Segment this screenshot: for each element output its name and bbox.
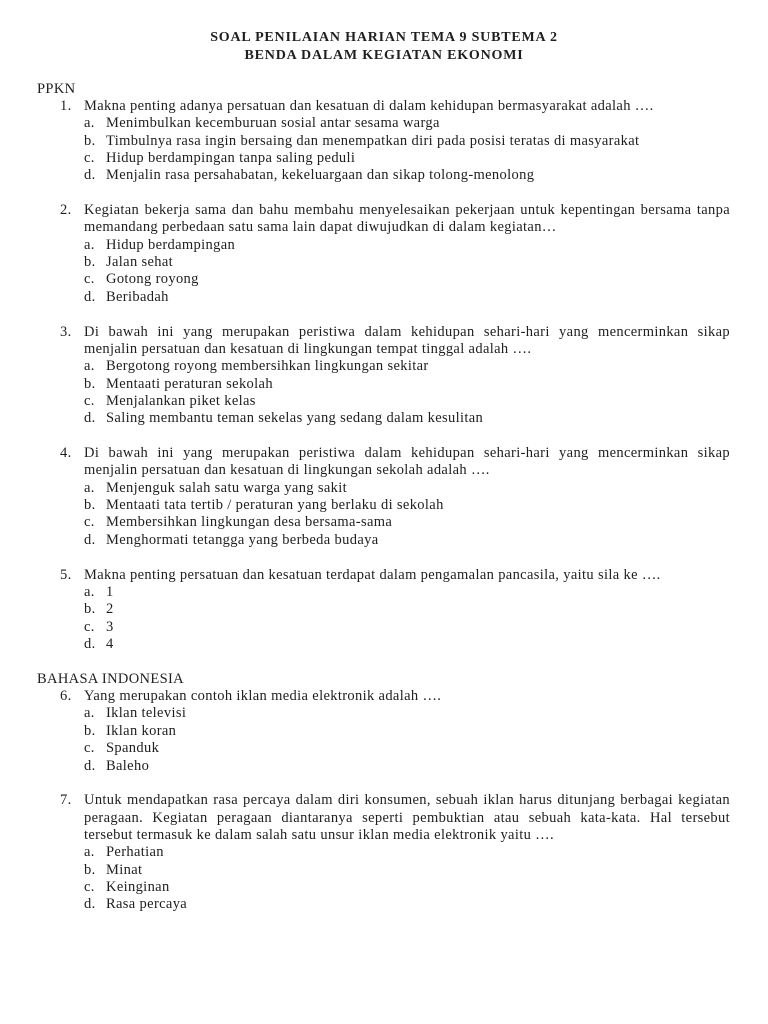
question-text-line: Yang merupakan contoh iklan media elektronik adalah …. — [84, 688, 442, 705]
option-letter: b. — [84, 497, 96, 514]
option-letter: b. — [84, 375, 96, 392]
option-letter: b. — [84, 861, 96, 878]
option-letter: c. — [84, 514, 95, 531]
option-text: Membersihkan lingkungan desa bersama-sama — [106, 514, 393, 531]
option-text: Beribadah — [106, 288, 169, 305]
option-letter: a. — [84, 583, 95, 600]
option-letter: a. — [84, 236, 95, 253]
question-text-line: Makna penting adanya persatuan dan kesatuan di dalam kehidupan bermasyarakat adalah …. — [84, 97, 654, 114]
option-text: Menjalankan piket kelas — [106, 392, 256, 409]
option-a — [0, 115, 768, 132]
question-text-line: Makna penting persatuan dan kesatuan terdapat dalam pengamalan pancasila, yaitu sila ke …. — [84, 566, 661, 583]
question-text-line: memandang perbedaan satu sama lain dapat diwujudkan di dalam kegiatan… — [84, 219, 557, 236]
option-text: Bergotong royong membersihkan lingkungan sekitar — [106, 358, 429, 375]
option-a — [0, 844, 768, 861]
question-1 — [0, 98, 768, 185]
option-letter: c. — [84, 740, 95, 757]
option-text: Keinginan — [106, 879, 170, 896]
option-letter: d. — [84, 757, 96, 774]
option-c — [0, 393, 768, 410]
option-text: Menimbulkan kecemburuan sosial antar sesama warga — [106, 115, 440, 132]
option-d — [0, 758, 768, 775]
option-text: Hidup berdampingan tanpa saling peduli — [106, 149, 356, 166]
option-text: Timbulnya rasa ingin bersaing dan menempatkan diri pada posisi teratas di masyarakat — [106, 132, 640, 149]
option-c — [0, 740, 768, 757]
option-c — [0, 619, 768, 636]
question-number: 2. — [60, 202, 72, 219]
question-6 — [0, 688, 768, 775]
document-title — [0, 29, 768, 65]
option-text: Menghormati tetangga yang berbeda budaya — [106, 531, 379, 548]
question-text-line: Kegiatan bekerja sama dan bahu membahu menyelesaikan pekerjaan untuk kepentingan bersama tanpa — [84, 202, 730, 219]
option-text: Mentaati tata tertib / peraturan yang berlaku di sekolah — [106, 497, 444, 514]
option-c — [0, 514, 768, 531]
option-d — [0, 896, 768, 913]
option-c — [0, 271, 768, 288]
option-text: Saling membantu teman sekelas yang sedang dalam kesulitan — [106, 410, 484, 427]
question-text-line: peragaan. Kegiatan peragaan diantaranya seperti pembuktian atau sebuah kata-kata. Hal tersebut — [84, 809, 730, 826]
question-3 — [0, 324, 768, 428]
option-text: 4 — [106, 636, 114, 652]
option-text: 2 — [106, 601, 114, 618]
option-b — [0, 254, 768, 271]
option-b — [0, 497, 768, 514]
option-c — [0, 879, 768, 896]
option-text: Mentaati peraturan sekolah — [106, 375, 273, 392]
option-letter: a. — [84, 705, 95, 722]
option-letter: b. — [84, 254, 96, 271]
option-b — [0, 376, 768, 393]
section-heading-bahasa-indonesia: BAHASA INDONESIA — [37, 670, 184, 687]
question-number: 3. — [60, 323, 72, 340]
option-letter: b. — [84, 132, 96, 149]
option-a — [0, 480, 768, 497]
question-text-line: menjalin persatuan dan kesatuan di lingkungan tempat tinggal adalah …. — [84, 340, 532, 357]
option-letter: a. — [84, 358, 95, 375]
question-text-line: tersebut termasuk ke dalam salah satu unsur iklan media elektronik yaitu …. — [84, 826, 554, 843]
option-letter: d. — [84, 636, 96, 652]
question-4 — [0, 445, 768, 549]
option-a — [0, 237, 768, 254]
option-text: Menjalin rasa persahabatan, kekeluargaan dan sikap tolong-menolong — [106, 167, 535, 184]
question-number: 7. — [60, 792, 72, 809]
question-text-line: Di bawah ini yang merupakan peristiwa dalam kehidupan sehari-hari yang mencerminkan sikap — [84, 445, 730, 462]
question-list — [0, 81, 768, 914]
option-letter: c. — [84, 618, 95, 635]
option-text: Jalan sehat — [106, 254, 174, 271]
option-b — [0, 133, 768, 150]
option-text: Iklan televisi — [106, 705, 187, 722]
option-letter: a. — [84, 479, 95, 496]
option-letter: d. — [84, 896, 96, 913]
option-letter: d. — [84, 167, 96, 184]
option-letter: c. — [84, 392, 95, 409]
option-d — [0, 532, 768, 549]
question-number: 6. — [60, 688, 72, 705]
title-line-2: BENDA DALAM KEGIATAN EKONOMI — [244, 48, 524, 63]
option-d — [0, 167, 768, 184]
section-heading-ppkn: PPKN — [37, 80, 76, 97]
option-letter: c. — [84, 879, 95, 896]
option-b — [0, 723, 768, 740]
option-b — [0, 862, 768, 879]
question-number: 1. — [60, 97, 72, 114]
option-text: Baleho — [106, 757, 150, 774]
option-letter: b. — [84, 601, 96, 618]
option-text: Rasa percaya — [106, 896, 188, 913]
option-a — [0, 358, 768, 375]
question-2 — [0, 202, 768, 306]
option-c — [0, 150, 768, 167]
option-text: 1 — [106, 583, 114, 600]
question-text-line: Di bawah ini yang merupakan peristiwa dalam kehidupan sehari-hari yang mencerminkan sikap — [84, 323, 730, 340]
option-a — [0, 705, 768, 722]
question-number: 4. — [60, 445, 72, 462]
option-text: Hidup berdampingan — [106, 236, 236, 253]
option-text: 3 — [106, 618, 114, 635]
option-a — [0, 584, 768, 601]
option-d — [0, 289, 768, 306]
option-letter: d. — [84, 410, 96, 427]
question-5 — [0, 567, 768, 654]
option-letter: d. — [84, 531, 96, 548]
option-letter: a. — [84, 844, 95, 861]
question-number: 5. — [60, 566, 72, 583]
option-letter: c. — [84, 271, 95, 288]
option-letter: c. — [84, 149, 95, 166]
option-text: Menjenguk salah satu warga yang sakit — [106, 479, 347, 496]
option-text: Minat — [106, 861, 143, 878]
option-text: Iklan koran — [106, 722, 177, 739]
option-text: Perhatian — [106, 844, 164, 861]
question-text-line: Untuk mendapatkan rasa percaya dalam diri konsumen, sebuah iklan harus ditunjang berbagai kegiatan — [84, 792, 730, 809]
option-b — [0, 601, 768, 618]
question-7 — [0, 792, 768, 914]
option-letter: d. — [84, 288, 96, 305]
option-text: Gotong royong — [106, 271, 199, 288]
option-text: Spanduk — [106, 740, 160, 757]
option-d — [0, 410, 768, 427]
title-line-1: SOAL PENILAIAN HARIAN TEMA 9 SUBTEMA 2 — [210, 30, 558, 45]
option-letter: a. — [84, 115, 95, 132]
option-d — [0, 636, 768, 653]
question-text-line: menjalin persatuan dan kesatuan di lingkungan sekolah adalah …. — [84, 462, 490, 479]
option-letter: b. — [84, 722, 96, 739]
